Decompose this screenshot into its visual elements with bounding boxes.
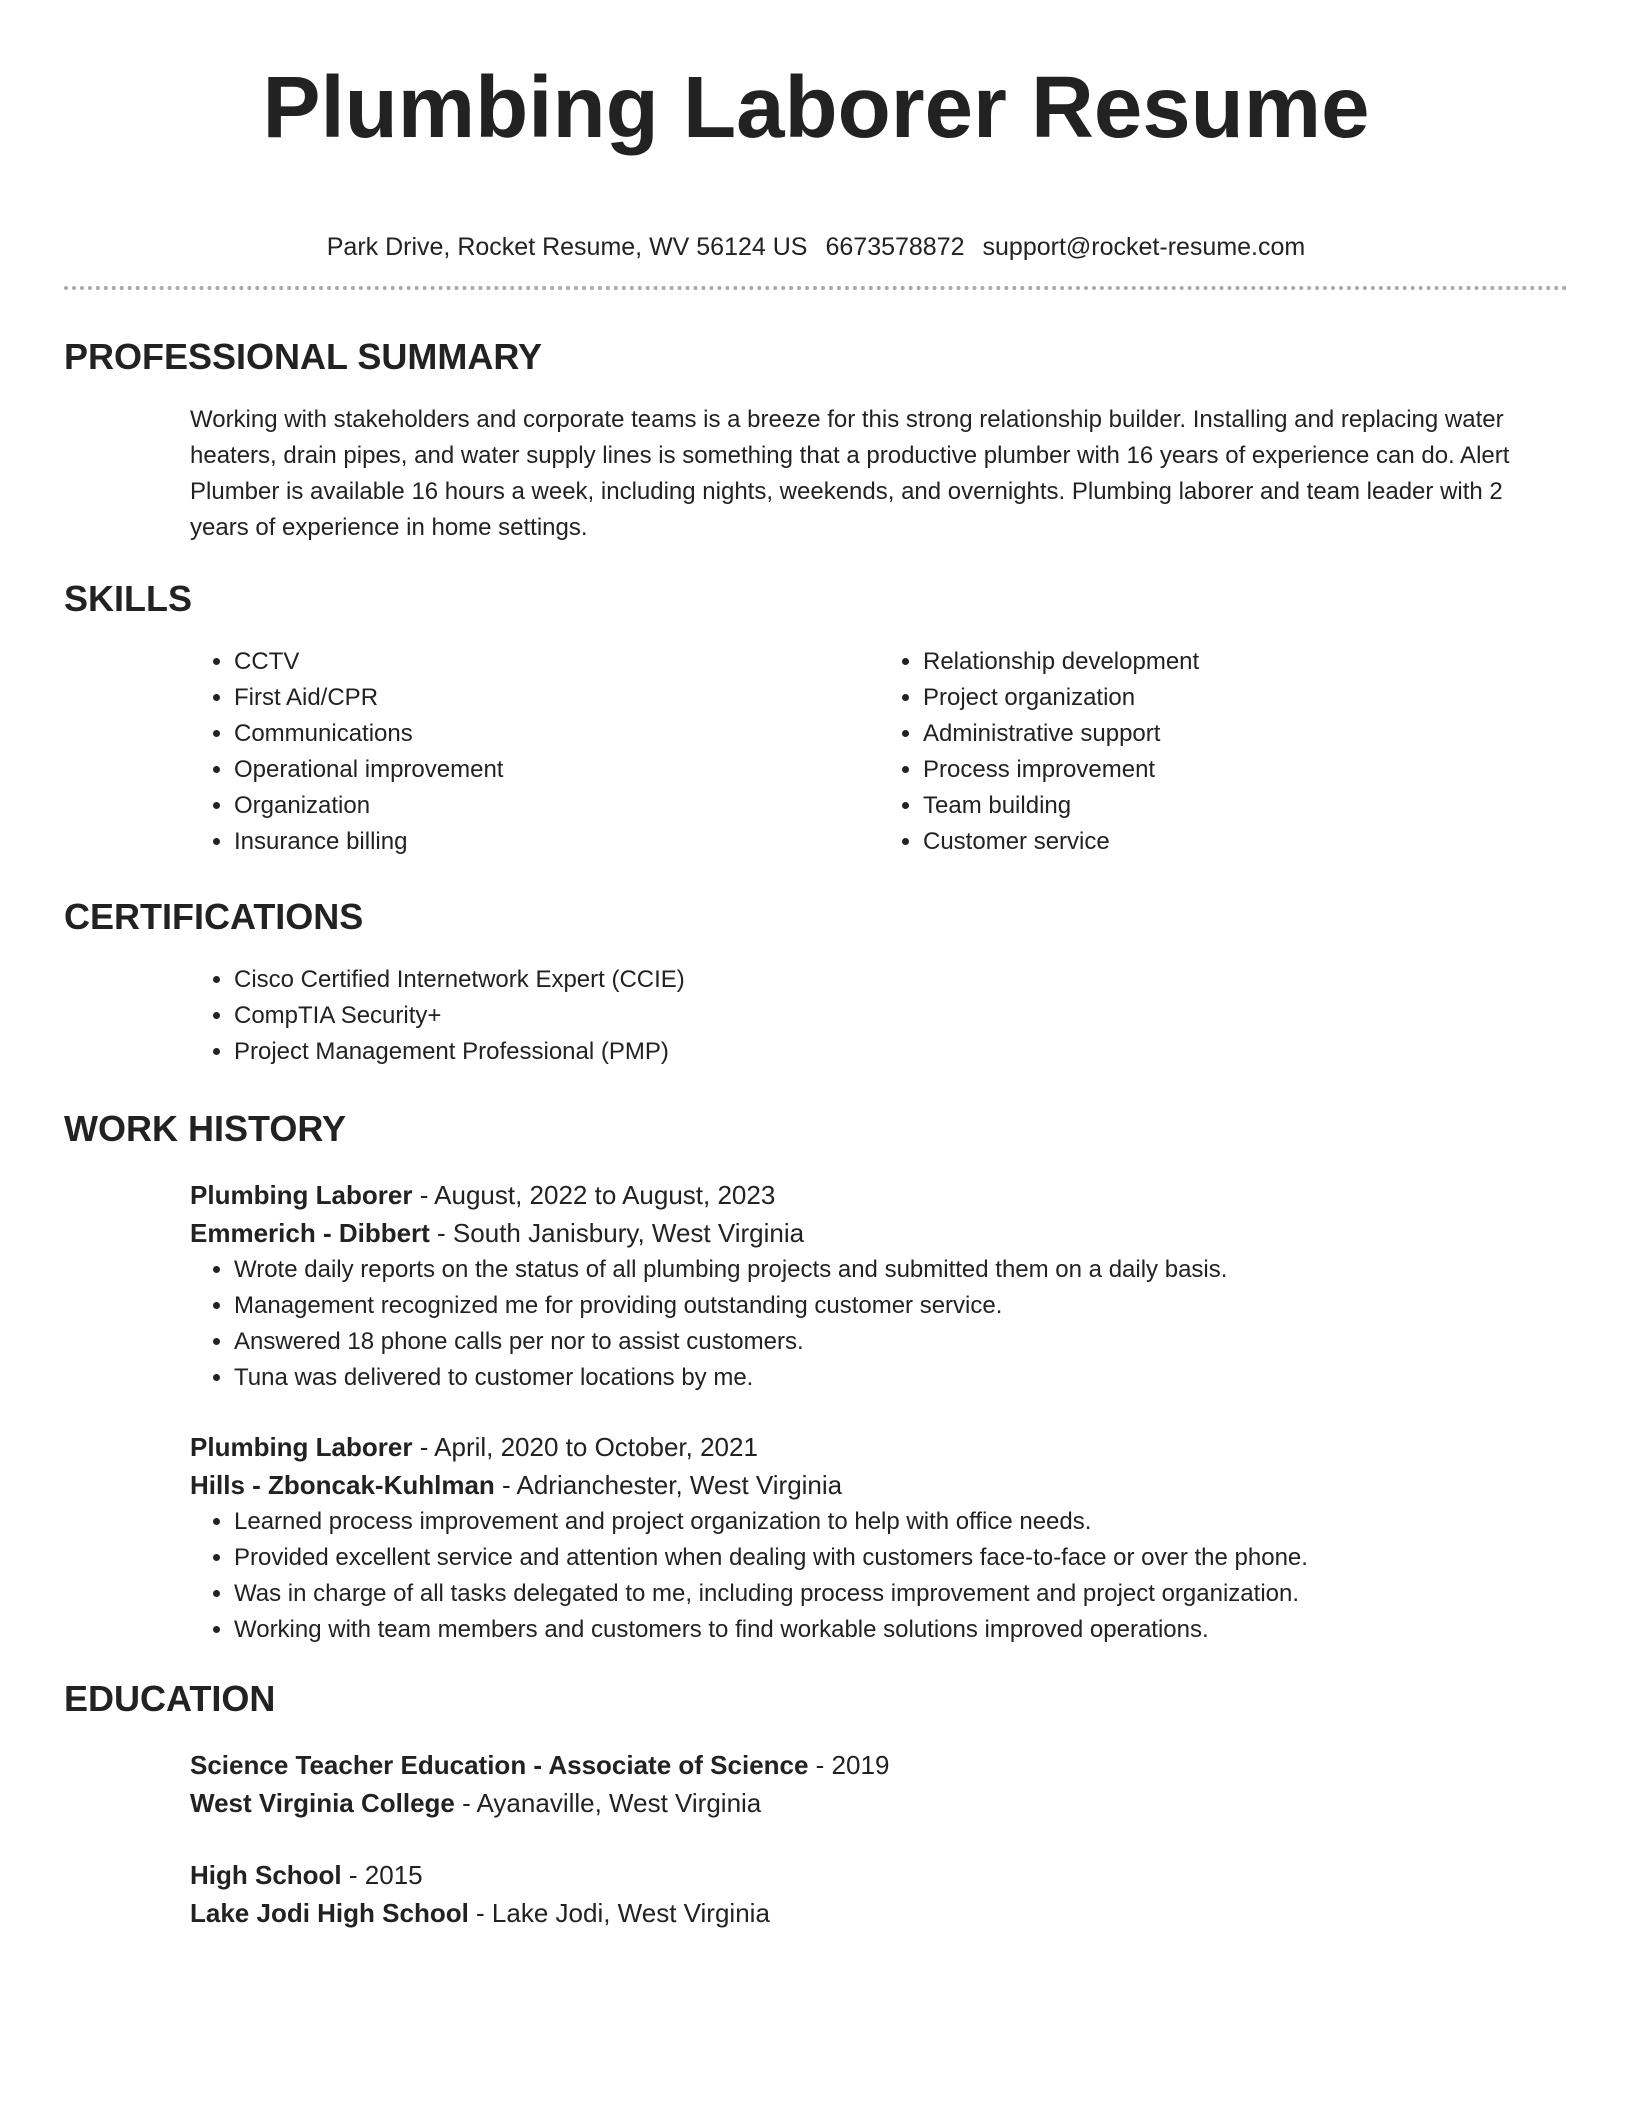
education-location: - Lake Jodi, West Virginia: [468, 1898, 770, 1928]
job-duty: • Was in charge of all tasks delegated to me, including process improvement and project organization.: [234, 1576, 1568, 1612]
certification-item: • Project Management Professional (PMP): [234, 1034, 1568, 1070]
job-entry: [190, 1176, 1568, 1396]
education-degree: High School: [190, 1860, 342, 1890]
skill-item: • Administrative support: [923, 716, 1568, 752]
education-location: - Ayanaville, West Virginia: [454, 1788, 762, 1818]
skill-item: • CCTV: [234, 644, 879, 680]
education-heading: EDUCATION: [64, 1678, 276, 1719]
summary-text: Working with stakeholders and corporate teams is a breeze for this strong relationship builder. Installing and replacing water heaters, drain pipes, and water supply lines is something that a productive plumber with 16 years of experience can do. Alert Plumber is available 16 hours a week, including nights, weekends, and overnights. Plumbing laborer and team leader with 2 years of experience in home settings.: [190, 406, 1510, 541]
skill-item: • Project organization: [923, 680, 1568, 716]
skills-list-left: [190, 644, 879, 860]
skill-item: • First Aid/CPR: [234, 680, 879, 716]
contact-line: [64, 232, 1568, 262]
job-entry: [190, 1428, 1568, 1648]
job-title: Plumbing Laborer: [190, 1180, 413, 1210]
job-duty: • Provided excellent service and attention when dealing with customers face-to-face or over the phone.: [234, 1540, 1568, 1576]
education-year: - 2019: [808, 1750, 890, 1780]
skills-columns: [190, 644, 1568, 860]
job-location: - Adrianchester, West Virginia: [494, 1470, 843, 1500]
skill-item: • Operational improvement: [234, 752, 879, 788]
contact-email: support@rocket-resume.com: [982, 233, 1306, 261]
header-divider: [64, 286, 1568, 290]
education-school-line: [190, 1894, 1568, 1932]
job-title-line: [190, 1176, 1568, 1214]
job-duties-list: [190, 1252, 1568, 1396]
certifications-block: [190, 962, 1568, 1070]
education-school: West Virginia College: [190, 1788, 455, 1818]
job-duties-list: [190, 1504, 1568, 1648]
education-school-line: [190, 1784, 1568, 1822]
contact-phone: 6673578872: [825, 233, 965, 261]
job-location: - South Janisbury, West Virginia: [429, 1218, 805, 1248]
resume-page: [64, 0, 1568, 1932]
certifications-heading: CERTIFICATIONS: [64, 896, 364, 937]
skill-item: • Process improvement: [923, 752, 1568, 788]
job-duty: • Wrote daily reports on the status of all plumbing projects and submitted them on a daily basis.: [234, 1252, 1568, 1288]
skill-item: • Team building: [923, 788, 1568, 824]
job-title: Plumbing Laborer: [190, 1432, 413, 1462]
education-degree-line: [190, 1856, 1568, 1894]
job-company-line: [190, 1214, 1568, 1252]
skill-item: • Insurance billing: [234, 824, 879, 860]
resume-title: Plumbing Laborer Resume: [262, 59, 1370, 156]
skill-item: • Organization: [234, 788, 879, 824]
certifications-list: [190, 962, 1568, 1070]
skill-item: • Communications: [234, 716, 879, 752]
education-entry: [190, 1856, 1568, 1932]
skills-heading: SKILLS: [64, 578, 193, 619]
education-degree-line: [190, 1746, 1568, 1784]
job-title-line: [190, 1428, 1568, 1466]
job-dates: - April, 2020 to October, 2021: [412, 1432, 758, 1462]
job-duty: • Tuna was delivered to customer locations by me.: [234, 1360, 1568, 1396]
job-duty: • Management recognized me for providing outstanding customer service.: [234, 1288, 1568, 1324]
education-entry: [190, 1746, 1568, 1822]
certification-item: • CompTIA Security+: [234, 998, 1568, 1034]
job-company-line: [190, 1466, 1568, 1504]
education-year: - 2015: [341, 1860, 423, 1890]
job-duty: • Answered 18 phone calls per nor to assist customers.: [234, 1324, 1568, 1360]
job-company: Hills - Zboncak-Kuhlman: [190, 1470, 495, 1500]
job-dates: - August, 2022 to August, 2023: [412, 1180, 776, 1210]
skill-item: • Relationship development: [923, 644, 1568, 680]
education-degree: Science Teacher Education - Associate of Science: [190, 1750, 809, 1780]
job-duty: • Learned process improvement and project organization to help with office needs.: [234, 1504, 1568, 1540]
contact-address: Park Drive, Rocket Resume, WV 56124 US: [326, 233, 808, 261]
job-duty: • Working with team members and customers to find workable solutions improved operations.: [234, 1612, 1568, 1648]
skills-list-right: [879, 644, 1568, 860]
summary-heading: PROFESSIONAL SUMMARY: [64, 336, 543, 377]
work-history-heading: WORK HISTORY: [64, 1108, 347, 1149]
education-school: Lake Jodi High School: [190, 1898, 469, 1928]
certification-item: • Cisco Certified Internetwork Expert (CCIE): [234, 962, 1568, 998]
skill-item: • Customer service: [923, 824, 1568, 860]
job-company: Emmerich - Dibbert: [190, 1218, 430, 1248]
